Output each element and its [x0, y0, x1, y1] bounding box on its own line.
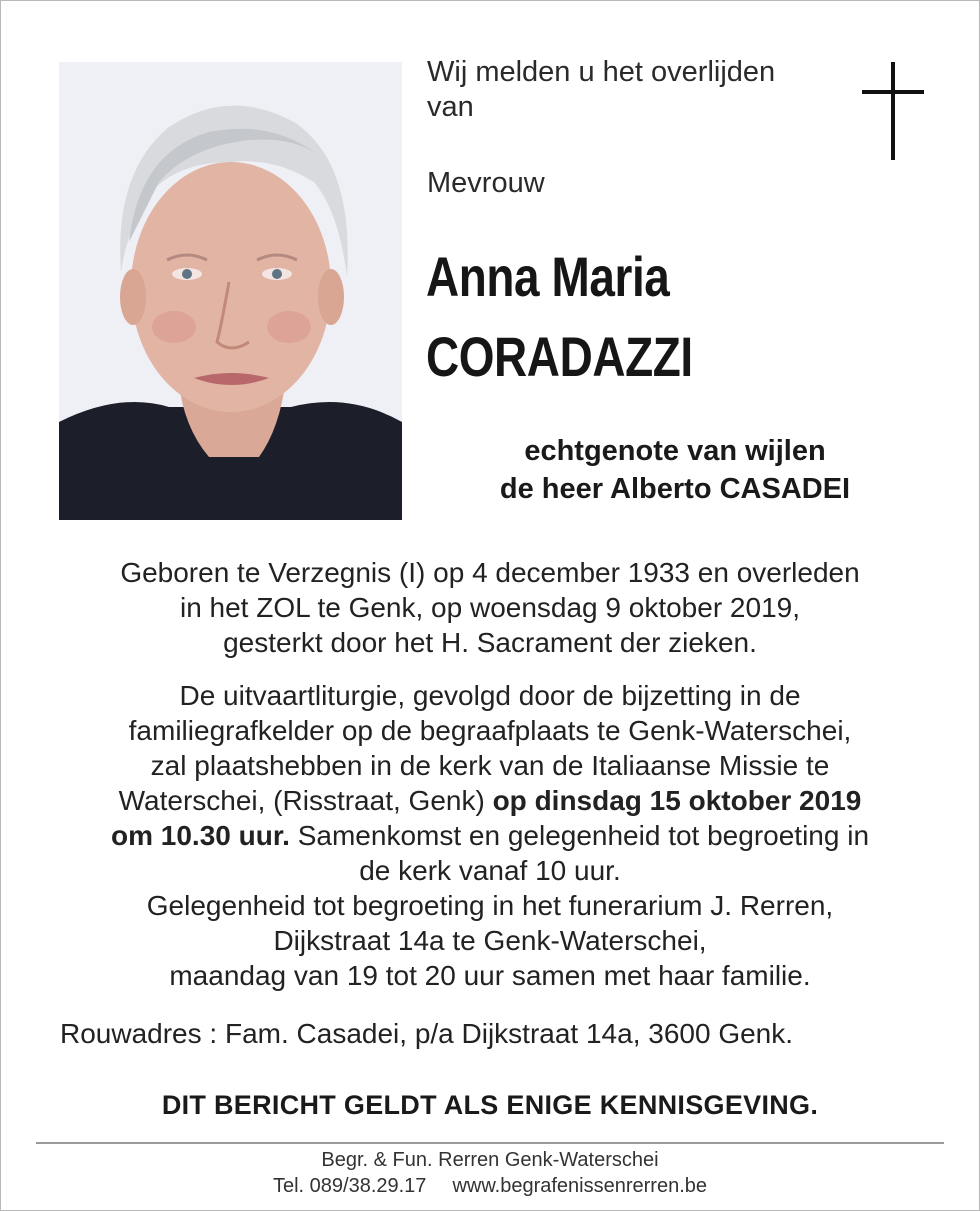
birth-line: Geboren te Verzegnis (I) op 4 december 1933 en overleden	[120, 557, 860, 588]
latin-cross-icon	[862, 62, 924, 160]
gathering-info: Samenkomst en gelegenheid tot begroeting in	[289, 820, 870, 851]
funeral-location: Waterschei, (Risstraat, Genk)	[118, 785, 493, 816]
mourning-address: Rouwadres : Fam. Casadei, p/a Dijkstraat 14a, 3600 Genk.	[60, 1018, 794, 1049]
funeral-line: familiegrafkelder op de begraafplaats te Genk-Waterschei,	[128, 715, 852, 746]
funeral-home-contact	[40, 1173, 940, 1199]
spouse-line-2: de heer Alberto CASADEI	[499, 473, 851, 505]
funeral-line: De uitvaartliturgie, gevolgd door de bijzetting in de	[179, 680, 801, 711]
deceased-first-names: Anna Maria	[426, 245, 670, 308]
birth-death-info	[40, 555, 940, 660]
portrait-illustration	[59, 62, 402, 520]
funeral-date: op dinsdag 15 oktober 2019	[492, 785, 862, 816]
birth-line: gesterkt door het H. Sacrament der zieken.	[223, 627, 757, 658]
intro-line-2: van	[427, 91, 474, 123]
announcement-intro	[427, 55, 847, 125]
funeral-info	[40, 678, 940, 993]
funeral-line	[40, 818, 940, 853]
funeral-line: Gelegenheid tot begroeting in het funerarium J. Rerren,	[146, 890, 834, 921]
spouse-line-1: echtgenote van wijlen	[524, 435, 826, 467]
funeral-line: de kerk vanaf 10 uur.	[359, 855, 621, 886]
intro-line-1: Wij melden u het overlijden	[427, 56, 776, 88]
spouse-info	[430, 432, 920, 508]
funeral-home-website[interactable]: www.begrafenissenrerren.be	[452, 1175, 708, 1197]
funeral-home-name: Begr. & Fun. Rerren Genk-Waterschei	[321, 1149, 659, 1171]
deceased-surname: CORADAZZI	[426, 325, 693, 388]
funeral-home-phone: Tel. 089/38.29.17	[272, 1175, 427, 1197]
funeral-time: om 10.30 uur.	[110, 820, 290, 851]
portrait-photo	[59, 62, 402, 520]
footer-divider	[36, 1142, 944, 1144]
funeral-line: zal plaatshebben in de kerk van de Italiaanse Missie te	[150, 750, 830, 781]
funeral-line	[40, 783, 940, 818]
funeral-line: maandag van 19 tot 20 uur samen met haar familie.	[169, 960, 811, 991]
funeral-line: Dijkstraat 14a te Genk-Waterschei,	[273, 925, 707, 956]
birth-line: in het ZOL te Genk, op woensdag 9 oktober 2019,	[179, 592, 801, 623]
official-notice: DIT BERICHT GELDT ALS ENIGE KENNISGEVING.	[161, 1090, 819, 1120]
honorific-title: Mevrouw	[427, 167, 545, 199]
